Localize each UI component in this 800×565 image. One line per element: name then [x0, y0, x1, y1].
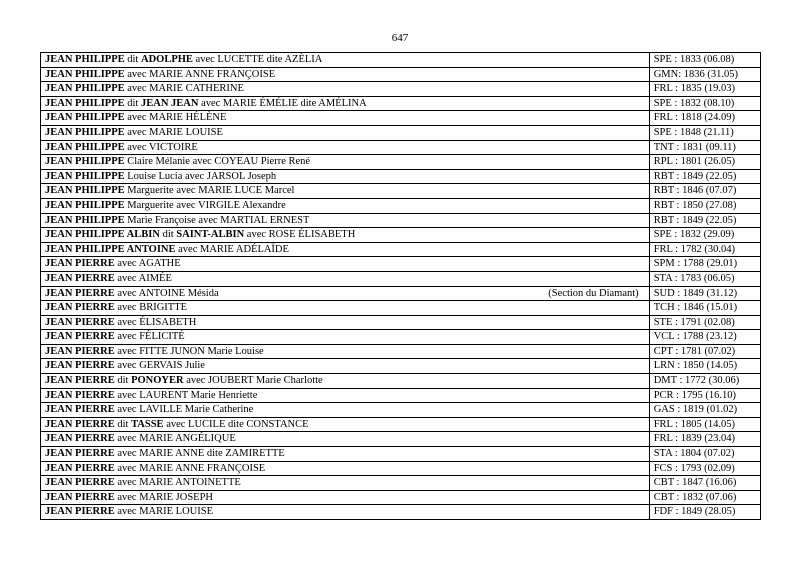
spouses-cell [41, 447, 650, 462]
spouses-cell [41, 417, 650, 432]
parish-date-cell: FCS : 1793 (02.09) [649, 461, 760, 476]
name-text: avec ROSE ÉLISABETH [244, 229, 356, 241]
name-bold: JEAN PIERRE [45, 491, 115, 503]
name-text: avec LAVILLE Marie Catherine [114, 404, 254, 416]
name-bold: JEAN PHILIPPE [45, 170, 125, 182]
name-bold: JEAN PIERRE [45, 302, 115, 314]
marriage-register-table [40, 52, 761, 520]
spouses-cell [41, 476, 650, 491]
name-bold: JEAN PIERRE [45, 316, 115, 328]
name-bold: JEAN PHILIPPE [45, 156, 125, 168]
name-bold: JEAN PIERRE [45, 477, 115, 489]
spouses-cell [41, 96, 650, 111]
name-text: dit [124, 97, 141, 109]
name-bold: ADOLPHE [140, 54, 193, 65]
name-bold: JEAN PIERRE [45, 331, 115, 343]
table-row [41, 374, 761, 389]
name-text: avec MARIE LOUISE [124, 126, 223, 138]
parish-date-cell: GAS : 1819 (01.02) [649, 403, 760, 418]
parish-date-cell: TCH : 1846 (15.01) [649, 301, 760, 316]
parish-date-cell: VCL : 1788 (23.12) [649, 330, 760, 345]
parish-date-cell: PCR : 1795 (16.10) [649, 388, 760, 403]
spouses-cell [41, 359, 650, 374]
spouses-cell [41, 242, 650, 257]
name-text: avec MARIE HÉLÈNE [124, 112, 227, 124]
parish-date-cell: FRL : 1782 (30.04) [649, 242, 760, 257]
name-bold: JEAN PHILIPPE [45, 83, 125, 95]
name-text: avec MARIE ANGÉLIQUE [114, 433, 236, 445]
table-row [41, 169, 761, 184]
parish-date-cell: CPT : 1781 (07.02) [649, 344, 760, 359]
name-text: avec LUCETTE dite AZÈLIA [192, 54, 323, 65]
name-text: Louise Lucia avec JARSOL Joseph [124, 170, 277, 182]
name-bold: JEAN PHILIPPE [45, 199, 125, 211]
name-text: avec BRIGITTE [114, 302, 188, 314]
spouses-cell [41, 53, 650, 68]
spouses-cell [41, 432, 650, 447]
spouses-cell [41, 461, 650, 476]
table-row [41, 403, 761, 418]
parish-date-cell: RBT : 1849 (22.05) [649, 213, 760, 228]
name-bold: JEAN PIERRE [45, 433, 115, 445]
name-text: dit [114, 375, 132, 387]
name-text: avec MARIE ANNE FRANÇOISE [114, 462, 266, 474]
register-rows [41, 53, 761, 520]
name-bold: JEAN PIERRE [45, 462, 115, 474]
name-text: avec FITTE JUNON Marie Louise [114, 345, 264, 357]
name-bold: JEAN JEAN [140, 97, 199, 109]
table-row [41, 82, 761, 97]
table-row [41, 315, 761, 330]
name-bold: TASSE [131, 418, 164, 430]
spouses-cell [41, 111, 650, 126]
table-row [41, 388, 761, 403]
table-row [41, 476, 761, 491]
name-bold: JEAN PIERRE [45, 448, 115, 460]
name-bold: JEAN PHILIPPE [45, 54, 125, 65]
table-row [41, 184, 761, 199]
name-bold: JEAN PIERRE [45, 287, 115, 299]
name-text: avec MARIE CATHERINE [124, 83, 244, 95]
table-row [41, 198, 761, 213]
name-text: avec MARIE JOSEPH [114, 491, 214, 503]
name-bold: JEAN PIERRE [45, 360, 115, 372]
parish-date-cell: FRL : 1805 (14.05) [649, 417, 760, 432]
parish-date-cell: STA : 1804 (07.02) [649, 447, 760, 462]
name-bold: JEAN PHILIPPE ALBIN [45, 229, 160, 241]
table-row [41, 125, 761, 140]
name-text: avec MARIE ADÉLAÏDE [175, 243, 289, 255]
name-text: avec LUCILE dite CONSTANCE [163, 418, 309, 430]
table-row [41, 242, 761, 257]
spouses-cell [41, 315, 650, 330]
spouses-cell [41, 257, 650, 272]
name-text: avec AGATHE [114, 258, 181, 270]
name-text: Marie Françoise avec MARTIAL ERNEST [124, 214, 310, 226]
parish-date-cell: SPE : 1832 (29.09) [649, 228, 760, 243]
name-bold: PONOYER [131, 375, 184, 387]
name-text: avec MARIE ÉMÉLIE dite AMÉLINA [198, 97, 367, 109]
spouses-cell [41, 82, 650, 97]
spouses-cell [41, 505, 650, 520]
name-text: avec MARIE ANNE FRANÇOISE [124, 68, 276, 80]
parish-date-cell: TNT : 1831 (09.11) [649, 140, 760, 155]
parish-date-cell: RPL : 1801 (26.05) [649, 155, 760, 170]
table-row [41, 330, 761, 345]
name-text: dit [114, 418, 132, 430]
spouses-cell [41, 140, 650, 155]
table-row [41, 344, 761, 359]
name-text: avec FÉLICITÉ [114, 331, 185, 343]
name-text: avec AIMÉE [114, 272, 172, 284]
name-bold: JEAN PIERRE [45, 345, 115, 357]
spouses-cell [41, 184, 650, 199]
name-text: Marguerite avec VIRGILE Alexandre [124, 199, 286, 211]
name-bold: JEAN PHILIPPE ANTOINE [45, 243, 176, 255]
parish-date-cell: GMN: 1836 (31.05) [649, 67, 760, 82]
spouses-cell [41, 125, 650, 140]
name-bold: JEAN PHILIPPE [45, 68, 125, 80]
name-bold: JEAN PIERRE [45, 506, 115, 518]
spouses-cell [41, 271, 650, 286]
table-row [41, 111, 761, 126]
table-row [41, 228, 761, 243]
table-row [41, 53, 761, 68]
spouses-cell [41, 67, 650, 82]
spouses-cell [41, 374, 650, 389]
parish-date-cell: DMT : 1772 (30.06) [649, 374, 760, 389]
spouses-cell [41, 169, 650, 184]
table-row [41, 432, 761, 447]
name-text: avec MARIE ANTOINETTE [114, 477, 241, 489]
table-row [41, 505, 761, 520]
name-text: avec MARIE LOUISE [114, 506, 213, 518]
table-row [41, 67, 761, 82]
name-bold: JEAN PIERRE [45, 258, 115, 270]
spouses-cell [41, 301, 650, 316]
name-bold: JEAN PHILIPPE [45, 97, 125, 109]
spouses-cell [41, 198, 650, 213]
parish-date-cell: STA : 1783 (06.05) [649, 271, 760, 286]
table-row [41, 155, 761, 170]
name-bold: JEAN PIERRE [45, 389, 115, 401]
page-number: 647 [391, 32, 409, 44]
name-text: Marguerite avec MARIE LUCE Marcel [124, 185, 295, 197]
parish-date-cell: STE : 1791 (02.08) [649, 315, 760, 330]
parish-date-cell: SPM : 1788 (29.01) [649, 257, 760, 272]
section-note: (Section du Diamant) [548, 287, 639, 299]
table-row [41, 301, 761, 316]
parish-date-cell: SPE : 1832 (08.10) [649, 96, 760, 111]
table-row [41, 417, 761, 432]
name-bold: JEAN PHILIPPE [45, 185, 125, 197]
table-row [41, 359, 761, 374]
name-text: avec GERVAIS Julie [114, 360, 205, 372]
spouses-cell [41, 155, 650, 170]
name-text: avec ANTOINE Mésida [114, 287, 219, 299]
table-row [41, 490, 761, 505]
parish-date-cell: FRL : 1839 (23.04) [649, 432, 760, 447]
name-text: dit [159, 229, 177, 241]
parish-date-cell: RBT : 1846 (07.07) [649, 184, 760, 199]
name-bold: JEAN PHILIPPE [45, 214, 125, 226]
parish-date-cell: CBT : 1847 (16.06) [649, 476, 760, 491]
name-bold: JEAN PHILIPPE [45, 141, 125, 153]
parish-date-cell: SUD : 1849 (31.12) [649, 286, 760, 301]
name-bold: JEAN PHILIPPE [45, 112, 125, 124]
table-row [41, 257, 761, 272]
parish-date-cell: FRL : 1818 (24.09) [649, 111, 760, 126]
spouses-cell [41, 344, 650, 359]
spouses-cell [41, 330, 650, 345]
parish-date-cell: SPE : 1848 (21.11) [649, 125, 760, 140]
spouses-cell [41, 213, 650, 228]
table-row [41, 140, 761, 155]
parish-date-cell: FRL : 1835 (19.03) [649, 82, 760, 97]
spouses-cell [41, 228, 650, 243]
name-text: avec ÉLISABETH [114, 316, 197, 328]
name-text: dit [124, 54, 141, 65]
table-row [41, 213, 761, 228]
parish-date-cell: RBT : 1849 (22.05) [649, 169, 760, 184]
name-text: avec VICTOIRE [124, 141, 198, 153]
name-text: Claire Mélanie avec COYEAU Pierre René [124, 156, 311, 168]
parish-date-cell: CBT : 1832 (07.06) [649, 490, 760, 505]
name-bold: JEAN PIERRE [45, 404, 115, 416]
table-row [41, 96, 761, 111]
name-text: avec MARIE ANNE dite ZAMIRETTE [114, 448, 285, 460]
table-row [41, 447, 761, 462]
name-bold: JEAN PHILIPPE [45, 126, 125, 138]
parish-date-cell: SPE : 1833 (06.08) [649, 53, 760, 68]
table-row [41, 271, 761, 286]
table-row [41, 286, 761, 301]
spouses-cell [41, 286, 650, 301]
name-bold: JEAN PIERRE [45, 375, 115, 387]
parish-date-cell: FDF : 1849 (28.05) [649, 505, 760, 520]
spouses-cell [41, 403, 650, 418]
name-text: avec JOUBERT Marie Charlotte [183, 375, 323, 387]
name-text: avec LAURENT Marie Henriette [114, 389, 258, 401]
table-row [41, 461, 761, 476]
name-bold: SAINT-ALBIN [176, 229, 245, 241]
name-bold: JEAN PIERRE [45, 272, 115, 284]
spouses-cell [41, 490, 650, 505]
parish-date-cell: RBT : 1850 (27.08) [649, 198, 760, 213]
parish-date-cell: LRN : 1850 (14.05) [649, 359, 760, 374]
name-bold: JEAN PIERRE [45, 418, 115, 430]
spouses-cell [41, 388, 650, 403]
